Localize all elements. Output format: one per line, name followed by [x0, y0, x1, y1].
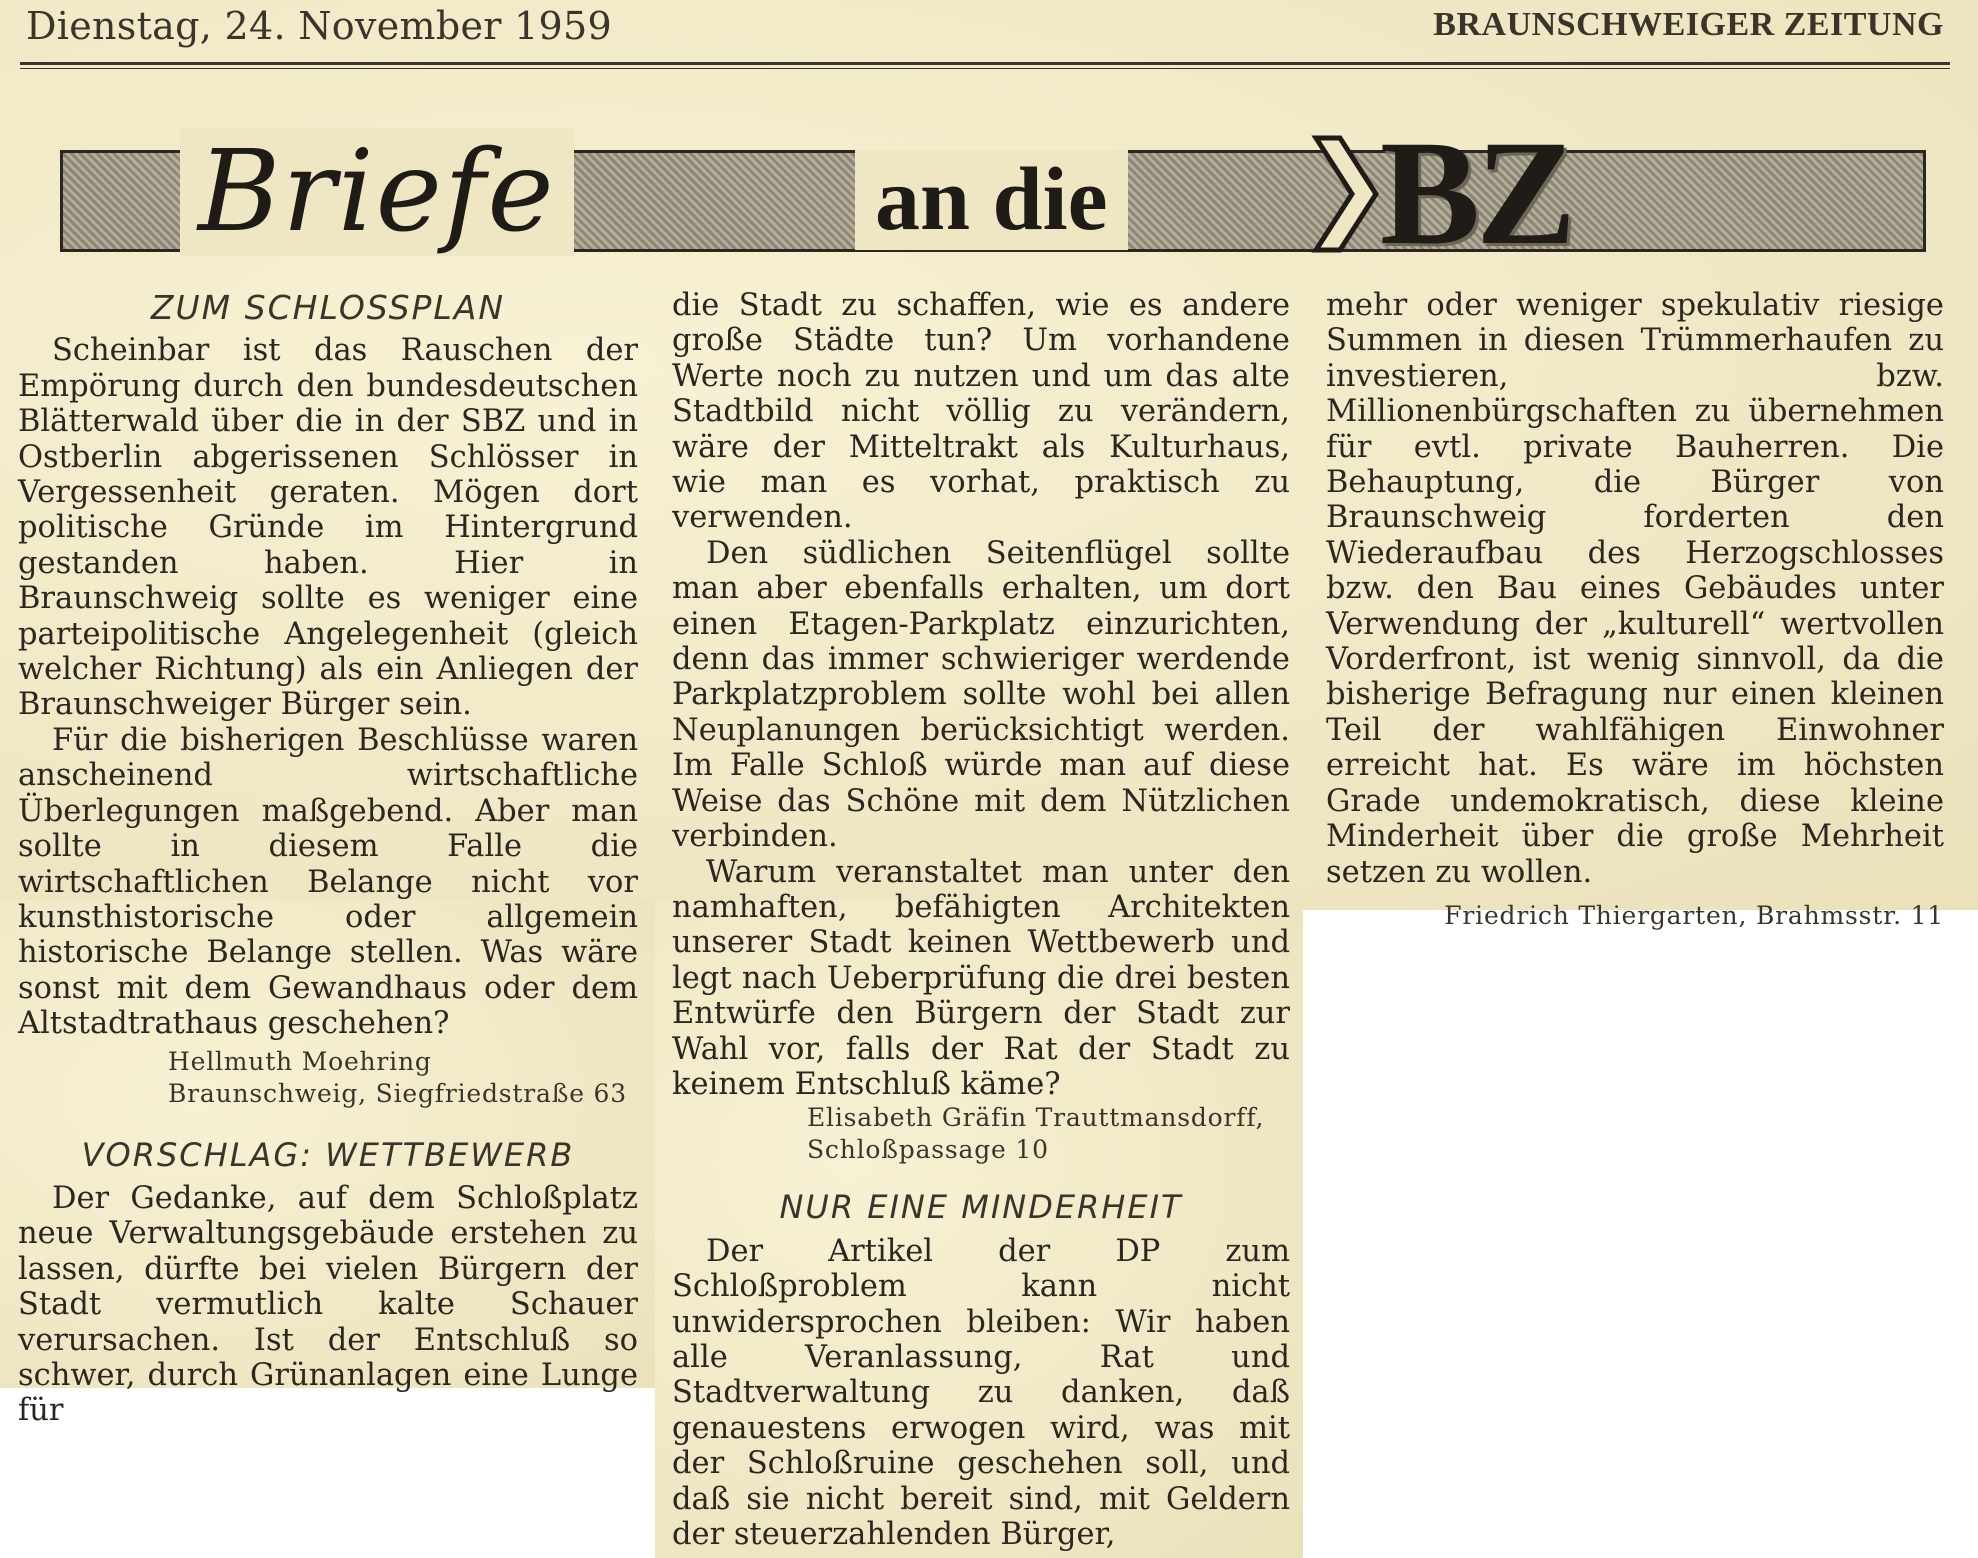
banner-connector: an die — [855, 150, 1128, 250]
column-2 — [672, 288, 1290, 1552]
letter-heading: VORSCHLAG: WETTBEWERB — [81, 1135, 575, 1174]
letter-paragraph: Der Gedanke, auf dem Schloßplatz neue Verwaltungsgebäude erstehen zu lassen, dürfte bei vielen Bürgern der Stadt vermutlich kalte Schauer verursachen. Ist der Entschluß so schwer, durch Grünanlagen eine Lunge für — [18, 1180, 638, 1429]
letter-paragraph: Den südlichen Seitenflügel sollte man aber ebenfalls erhalten, um dort einen Etagen-Parkplatz einzurichten, denn das immer schwieriger werdende Parkplatzproblem sollte wohl bei allen Neuplanungen berücksichtigt werden. Im Falle Schloß würde man auf diese Weise das Schöne mit dem Nützlichen verbinden. — [672, 535, 1290, 855]
letter-paragraph: mehr oder weniger spekulativ riesige Summen in diesen Trümmerhaufen zu investieren, bzw. Millionenbürgschaften zu übernehmen für evtl. private Bauherren. Die Behauptung, die Bürger von Braunschweig forderten den Wiederaufbau des Herzogschlosses bzw. den Bau eines Gebäudes unter Verwendung der „kulturell“ wertvollen Vorderfront, ist wenig sinnvoll, da die bisherige Befragung nur einen kleinen Teil der wahlfähigen Einwohner erreicht hat. Es wäre im höchsten Grade undemokratisch, diese kleine Minderheit über die große Mehrheit setzen zu wollen. — [1326, 288, 1944, 890]
column-3 — [1326, 288, 1944, 932]
newspaper-header — [0, 0, 1978, 70]
signature-name: Friedrich Thiergarten, Brahmsstr. 11 — [1444, 900, 1944, 930]
header-rule-thin — [20, 68, 1950, 69]
issue-date: Dienstag, 24. November 1959 — [26, 4, 612, 48]
signature-address: Schloßpassage 10 — [807, 1135, 1049, 1165]
signature-name: Hellmuth Moehring — [168, 1046, 432, 1076]
chevron-right-icon — [1310, 134, 1380, 254]
letter-paragraph: Warum veranstaltet man unter den namhaften, befähigten Architekten unserer Stadt keinen Wettbewerb und legt nach Ueberprüfung die drei besten Entwürfe den Bürgern der Stadt zur Wahl vor, falls der Rat der Stadt zu keinem Entschluß käme? — [672, 854, 1290, 1102]
banner-logo: BZ — [1380, 110, 1573, 276]
banner-script-title: Briefe — [180, 128, 574, 256]
letter-paragraph: Scheinbar ist das Rauschen der Empörung durch den bundesdeutschen Blätterwald über die in der SBZ und in Ostberlin abgerissenen Schlösser in Vergessenheit geraten. Mögen dort politische Gründe im Hintergrund gestanden haben. Hier in Braunschweig sollte es weniger eine parteipolitische Angelegenheit (gleich welcher Richtung) als ein Anliegen der Braunschweiger Bürger sein. — [18, 333, 638, 723]
signature-name: Elisabeth Gräfin Trauttmansdorff, — [807, 1103, 1265, 1133]
letter-heading: ZUM SCHLOSSPLAN — [150, 288, 506, 327]
letter-signature — [672, 1102, 1290, 1166]
letter-signature — [18, 1046, 638, 1110]
newspaper-name: BRAUNSCHWEIGER ZEITUNG — [1433, 6, 1944, 43]
letter-signature — [1326, 900, 1944, 932]
letter-heading: NUR EINE MINDERHEIT — [779, 1188, 1183, 1227]
section-banner — [60, 110, 1920, 276]
header-rule — [20, 62, 1950, 65]
column-1 — [18, 290, 638, 1429]
signature-address: Braunschweig, Siegfriedstraße 63 — [168, 1078, 627, 1108]
letter-paragraph: die Stadt zu schaffen, wie es andere große Städte tun? Um vorhandene Werte noch zu nutzen und um das alte Stadtbild nicht völlig zu verändern, wäre der Mitteltrakt als Kulturhaus, wie man es vorhat, praktisch zu verwenden. — [672, 288, 1290, 536]
letter-paragraph: Für die bisherigen Beschlüsse waren anscheinend wirtschaftliche Überlegungen maßgebend. Aber man sollte in diesem Falle die wirtschaftlichen Belange nicht vor kunsthistorische oder allgemein historische Belange stellen. Was wäre sonst mit dem Gewandhaus oder dem Altstadtrathaus geschehen? — [18, 722, 638, 1042]
letter-paragraph: Der Artikel der DP zum Schloßproblem kann nicht unwidersprochen bleiben: Wir haben alle Veranlassung, Rat und Stadtverwaltung zu danken, daß genauestens erwogen wird, was mit der Schloßruine geschehen soll, und daß sie nicht bereit sind, mit Geldern der steuerzahlenden Bürger, — [672, 1233, 1290, 1552]
